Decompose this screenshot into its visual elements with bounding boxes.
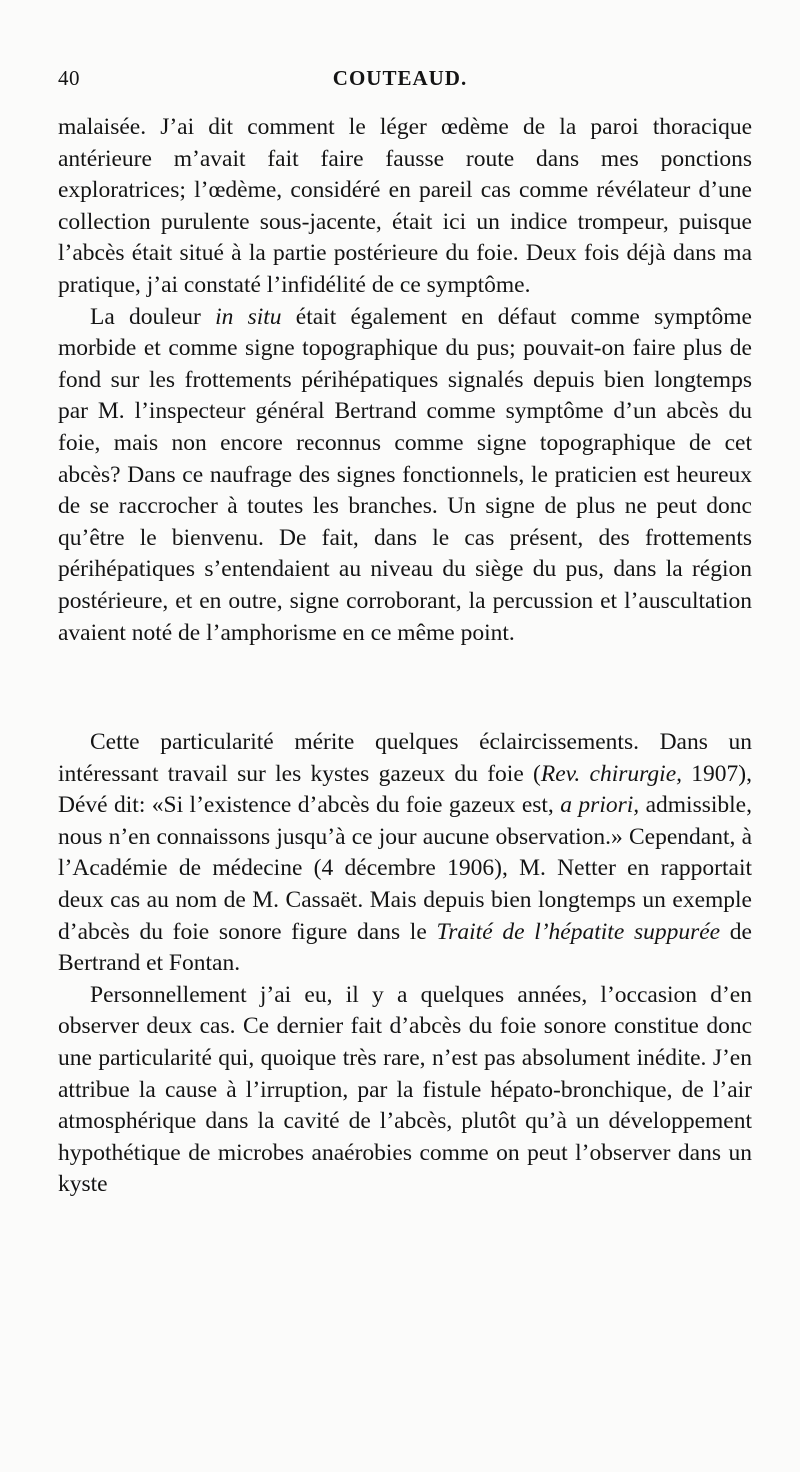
paragraph-3-italic-3: Traité de l’hépatite suppurée bbox=[436, 918, 721, 945]
section-gap bbox=[58, 649, 752, 727]
page-header bbox=[58, 66, 742, 100]
paragraph-3 bbox=[58, 727, 752, 980]
paragraph-3-text-1: Cette particularité mérite quelques éclaircissements. Dans un intéressant travail sur les kystes gazeux du foie ( bbox=[58, 729, 752, 787]
paragraph-2-italic-1: in situ bbox=[215, 303, 282, 330]
paragraph-3-italic-2: a priori, bbox=[560, 792, 640, 819]
paragraph-3-text-2: 1907), Dévé dit: «Si l’existence d’abcès du foie gazeux est, bbox=[58, 760, 752, 819]
paragraph-1: malaisée. J’ai dit comment le léger œdème de la paroi thoracique antérieure m’avait fait faire fausse route dans mes ponctions exploratrices; l’œdème, considéré en pareil cas comme révélateur d’une collection purulente sous-jacente, était ici un indice trompeur, puisque l’abcès était situé à la partie postérieure du foie. Deux fois déjà dans ma pratique, j’ai constaté l’infidélité de ce symptôme. bbox=[58, 114, 752, 298]
page-number: 40 bbox=[58, 66, 80, 90]
running-head: COUTEAUD. bbox=[332, 66, 468, 90]
body-text bbox=[58, 112, 752, 1201]
paragraph-2-text-2: était également en défaut comme symptôme morbide et comme signe topographique du pus; pouvait-on faire plus de fond sur les frottements périhépatiques signalés depuis bien longtemps par M. l’inspecteur général Bertrand comme symptôme d’un abcès du foie, mais non encore reconnus comme signe topographique de cet abcès? Dans ce naufrage des signes fonctionnels, le praticien est heureux de se raccrocher à toutes les branches. Un signe de plus ne peut donc qu’être le bienvenu. De fait, dans le cas présent, des frottements périhépatiques s’entendaient au niveau du siège du pus, dans la région postérieure, et en outre, signe corroborant, la percussion et l’auscultation avaient noté de l’amphorisme en ce même point. bbox=[58, 303, 752, 646]
paragraph-4: Personnellement j’ai eu, il y a quelques années, l’occasion d’en observer deux cas. Ce dernier fait d’abcès du foie sonore constitue donc une particularité qui, quoique très rare, n’est pas absolument inédite. J’en attribue la cause à l’irruption, par la fistule hépato-bronchique, de l’air atmosphérique dans la cavité de l’abcès, plutôt qu’à un développement hypothétique de microbes anaérobies comme on peut l’observer dans un kyste bbox=[58, 981, 752, 1198]
paragraph-3-italic-1: Rev. chirurgie, bbox=[540, 760, 682, 787]
paragraph-3-text-4: de Bertrand et Fontan. bbox=[58, 918, 752, 977]
paragraph-2 bbox=[58, 302, 752, 650]
paragraph-2-text-1: La douleur bbox=[90, 303, 216, 330]
paragraph-3-text-3: admissible, nous n’en connaissons jusqu’à ce jour aucune observation.» Cependant, à l’Académie de médecine (4 décembre 1906), M. Netter en rapportait deux cas au nom de M. Cassaët. Mais depuis bien longtemps un exemple d’abcès du foie sonore figure dans le bbox=[58, 792, 752, 945]
